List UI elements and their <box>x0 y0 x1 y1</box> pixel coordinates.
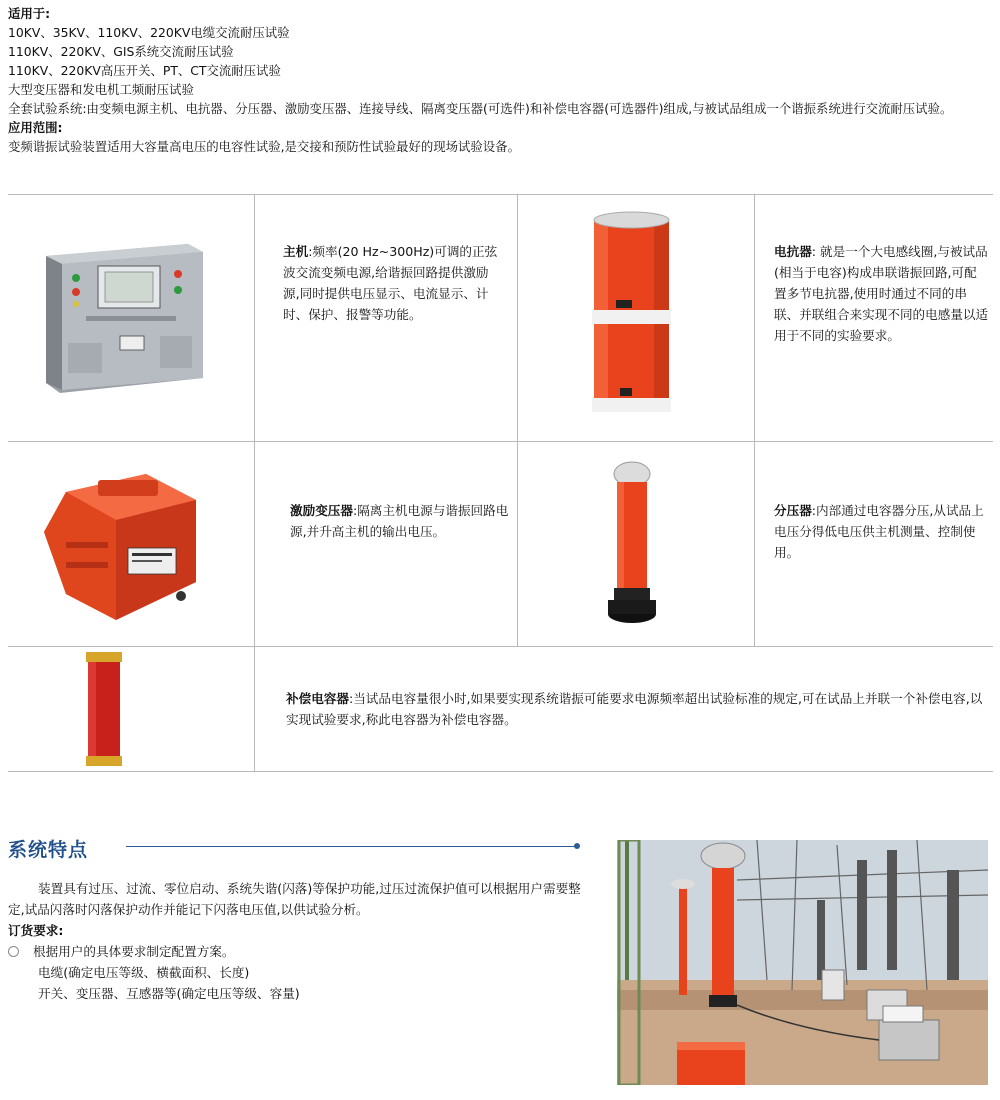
applicable-line: 110KV、220KV高压开关、PT、CT交流耐压试验 <box>8 63 281 78</box>
order-item: 开关、变压器、互感器等(确定电压等级、容量) <box>38 986 300 1001</box>
exciter-description <box>290 500 510 542</box>
capacitor-image <box>80 650 128 770</box>
grid-divider <box>517 194 518 646</box>
host-description <box>283 241 505 325</box>
features-section <box>8 878 593 1004</box>
field-site-photo <box>617 840 988 1085</box>
section-rule-dot <box>574 843 580 849</box>
order-item: 电缆(确定电压等级、横截面积、长度) <box>38 965 250 980</box>
reactor-description <box>774 241 989 346</box>
section-title: 系统特点 <box>8 839 89 861</box>
exciter-text: :隔离主机电源与谐振回路电源,并升高主机的输出电压。 <box>290 503 509 539</box>
host-title: 主机 <box>283 244 309 259</box>
divider-image <box>602 460 662 630</box>
applicable-heading: 适用于: <box>8 6 51 21</box>
intro-section <box>8 4 993 156</box>
capacitor-title: 补偿电容器 <box>286 691 349 706</box>
grid-divider <box>8 771 993 772</box>
grid-divider <box>754 194 755 646</box>
reactor-title: 电抗器 <box>774 244 812 259</box>
scope-heading: 应用范围: <box>8 120 63 135</box>
host-unit-image <box>38 238 208 398</box>
exciter-transformer-image <box>36 472 206 627</box>
host-text: :频率(20 Hz~300Hz)可调的正弦波交流变频电源,给谐振回路提供激励源,同时提供电压显示、电流显示、计时、保护、报警等功能。 <box>283 244 498 322</box>
component-grid <box>8 194 993 772</box>
applicable-line: 110KV、220KV、GIS系统交流耐压试验 <box>8 44 234 59</box>
scope-text: 变频谐振试验装置适用大容量高电压的电容性试验,是交接和预防性试验最好的现场试验设备。 <box>8 139 520 154</box>
grid-divider <box>8 646 993 647</box>
system-description: 全套试验系统:由变频电源主机、电抗器、分压器、激励变压器、连接导线、隔离变压器(可选件)和补偿电容器(可选器件)组成,与被试品组成一个谐振系统进行交流耐压试验。 <box>8 101 953 116</box>
exciter-title: 激励变压器 <box>290 503 353 518</box>
grid-divider <box>8 194 993 195</box>
section-rule <box>126 846 576 847</box>
features-paragraph: 装置具有过压、过流、零位启动、系统失谐(闪落)等保护功能,过压过流保护值可以根据用户需要整定,试品闪落时闪落保护动作并能记下闪落电压值,以供试验分析。 <box>8 881 581 917</box>
reactor-image <box>584 208 679 420</box>
reactor-text: : 就是一个大电感线圈,与被试品(相当于电容)构成串联谐振回路,可配置多节电抗器,使用时通过不同的串联、并联组合来实现不同的电感量以适用于不同的实验要求。 <box>774 244 989 343</box>
capacitor-description <box>286 688 986 730</box>
capacitor-text: :当试品电容量很小时,如果要实现系统谐振可能要求电源频率超出试验标准的规定,可在试品上并联一个补偿电容,以实现试验要求,称此电容器为补偿电容器。 <box>286 691 983 727</box>
bullet-circle-icon <box>8 946 19 957</box>
order-heading: 订货要求: <box>8 923 64 938</box>
divider-text: :内部通过电容器分压,从试品上电压分得低电压供主机测量、控制使用。 <box>774 503 984 560</box>
divider-title: 分压器 <box>774 503 812 518</box>
divider-description <box>774 500 989 563</box>
applicable-line: 大型变压器和发电机工频耐压试验 <box>8 82 194 97</box>
order-bullet-text: 根据用户的具体要求制定配置方案。 <box>33 944 235 959</box>
order-bullet-item <box>8 941 593 962</box>
grid-divider <box>8 441 993 442</box>
grid-divider <box>254 194 255 771</box>
applicable-line: 10KV、35KV、110KV、220KV电缆交流耐压试验 <box>8 25 290 40</box>
